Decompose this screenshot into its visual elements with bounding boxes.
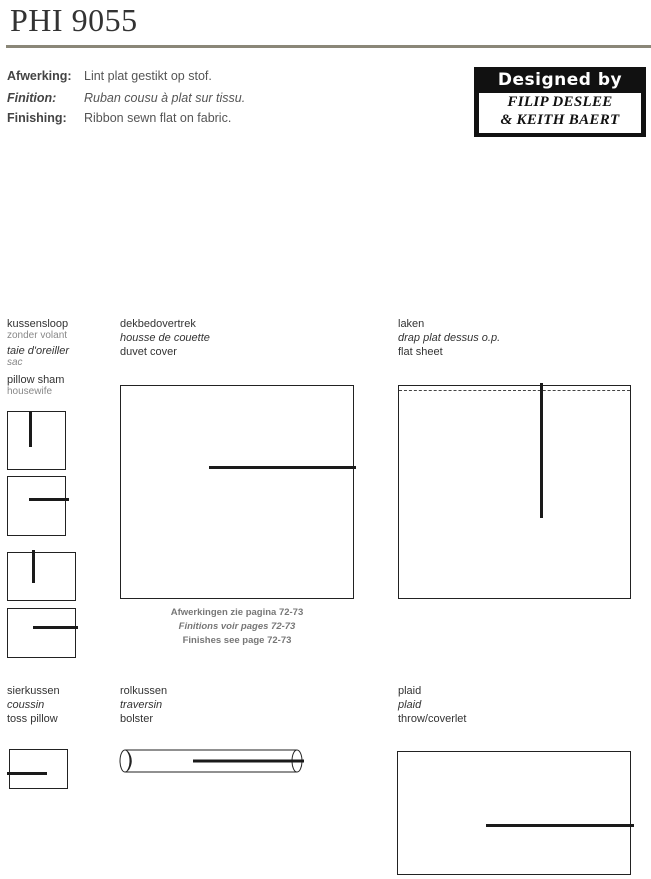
pillow-sub-en: housewife	[7, 386, 53, 397]
finishes-note-nl: Afwerkingen zie pagina 72-73	[170, 607, 304, 618]
throw-label-fr: plaid	[398, 699, 422, 711]
finishing-text-en: Ribbon sewn flat on fabric.	[84, 111, 232, 125]
toss-label-en: toss pillow	[7, 713, 58, 725]
toss-pillow-diagram	[9, 749, 68, 789]
duvet-label-nl: dekbedovertrek	[120, 318, 196, 330]
hem-line	[399, 390, 630, 391]
badge-designer-2: & KEITH BAERT	[500, 112, 620, 128]
toss-label-fr: coussin	[7, 699, 45, 711]
finishing-label-nl: Afwerking:	[7, 69, 72, 83]
finishing-text-nl: Lint plat gestikt op stof.	[84, 69, 212, 83]
badge-designer-1: FILIP DESLEE	[507, 94, 613, 110]
finishing-label-fr: Finition:	[7, 91, 57, 105]
ribbon-line	[29, 411, 32, 447]
finishes-note-fr: Finitions voir pages 72-73	[178, 621, 296, 632]
sheet-diagram	[398, 385, 631, 599]
throw-diagram	[397, 751, 631, 875]
ribbon-line	[29, 498, 69, 501]
pillow-label-nl: kussensloop	[7, 318, 69, 330]
ribbon-line	[33, 626, 78, 629]
badge-heading: Designed by	[497, 70, 623, 90]
pillow-label-en: pillow sham	[7, 374, 65, 386]
finishes-note-en: Finishes see page 72-73	[182, 635, 292, 646]
throw-label-en: throw/coverlet	[398, 713, 467, 725]
badge-names-box	[479, 93, 641, 133]
bolster-label-fr: traversin	[120, 699, 163, 711]
ribbon-line	[540, 383, 543, 518]
throw-label-nl: plaid	[398, 685, 422, 697]
duvet-label-en: duvet cover	[120, 346, 177, 358]
sheet-label-nl: laken	[398, 318, 425, 330]
ribbon-line	[486, 824, 634, 827]
pillow-label-fr: taie d'oreiller	[7, 345, 70, 357]
pillow-diagram-1	[7, 411, 66, 470]
ribbon-line	[7, 772, 47, 775]
pillow-diagram-3	[7, 552, 76, 601]
page-title: PHI 9055	[10, 2, 138, 38]
sheet-label-fr: drap plat dessus o.p.	[398, 332, 501, 344]
bolster-diagram	[116, 745, 308, 777]
pillow-diagram-2	[7, 476, 66, 536]
ribbon-line	[209, 466, 356, 469]
duvet-diagram	[120, 385, 354, 599]
toss-label-nl: sierkussen	[7, 685, 60, 697]
pillow-sub-nl: zonder volant	[7, 330, 68, 341]
bolster-label-en: bolster	[120, 713, 154, 725]
designer-badge	[474, 67, 646, 137]
bolster-label-nl: rolkussen	[120, 685, 168, 697]
sheet-label-en: flat sheet	[398, 346, 443, 358]
title-divider	[6, 45, 651, 48]
finishing-label-en: Finishing:	[7, 111, 67, 125]
finishing-text-fr: Ruban cousu à plat sur tissu.	[84, 91, 246, 105]
duvet-label-fr: housse de couette	[120, 332, 210, 344]
ribbon-line	[32, 550, 35, 583]
pillow-diagram-4	[7, 608, 76, 658]
pillow-sub-fr: sac	[7, 357, 23, 368]
